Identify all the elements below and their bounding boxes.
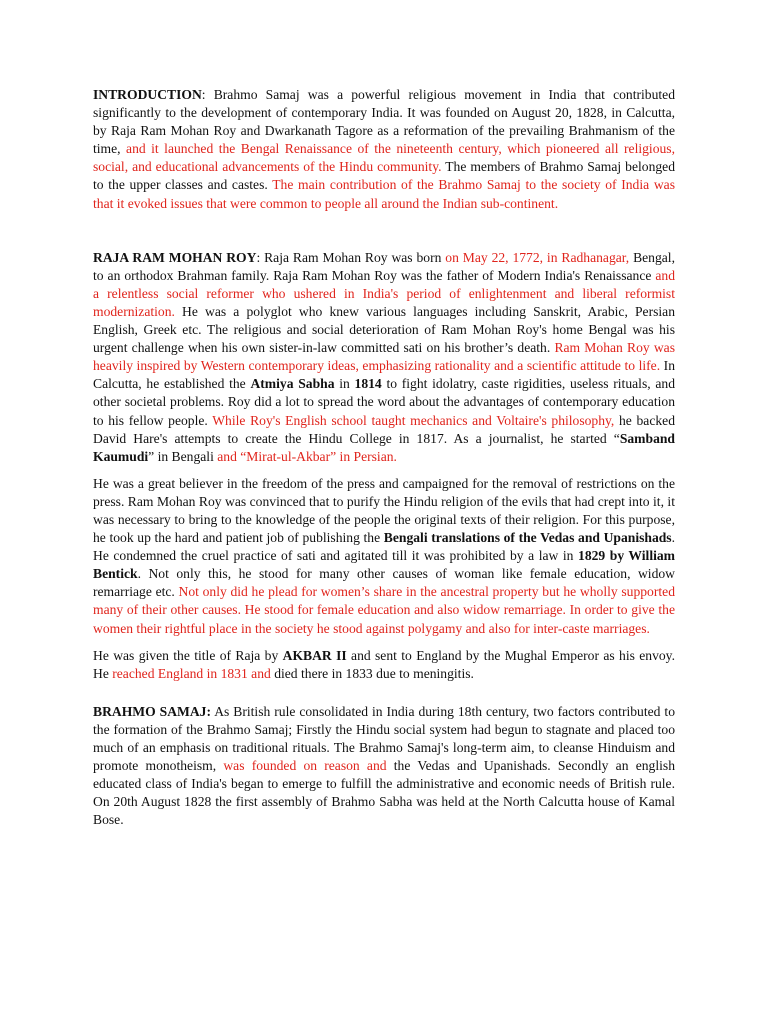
body-text: died there in 1833 due to meningitis. — [270, 665, 474, 681]
body-text: He was a polyglot who knew various languages including Sanskrit, Arabic, Persian English, Greek etc. The religious and social deterioration of Ram Mohan Roy's home Bengal was his urgent challenge when his own sister-in-law committed sati on his brother’s death. — [93, 303, 675, 356]
highlighted-text: The main contribution of the Brahmo Samaj to the society of India was that it evoked issues that were common to people all around the Indian sub-continent. — [93, 177, 675, 211]
bold-text: 1829 by William Bentick — [93, 548, 675, 582]
bold-text: RAJA RAM MOHAN ROY — [93, 249, 257, 265]
highlighted-text: reached England in 1831 and — [112, 665, 271, 681]
body-text: in — [334, 376, 355, 392]
body-text: ” in Bengali — [148, 448, 218, 464]
body-text: he backed David Hare's attempts to create the Hindu College in 1817. As a journalist, he started “ — [93, 412, 675, 446]
highlighted-text: and a relentless social reformer who ushered in India's period of enlightenment and liberal reformist modernization. — [93, 267, 675, 319]
paragraph-title-of-raja — [93, 647, 675, 683]
body-text: . He condemned the cruel practice of sati and agitated till it was prohibited by a law in — [93, 530, 675, 564]
paragraph-raja-ram-mohan-roy — [93, 249, 675, 466]
paragraph-brahmo-samaj — [93, 703, 675, 830]
body-text: In Calcutta, he established the — [93, 358, 675, 392]
highlighted-text: and “Mirat-ul-Akbar” in Persian. — [217, 448, 397, 464]
highlighted-text: Ram Mohan Roy was heavily inspired by Western contemporary ideas, emphasizing rationality and a scientific attitude to life. — [93, 340, 676, 374]
bold-text: BRAHMO SAMAJ: — [93, 703, 211, 719]
paragraph-introduction — [93, 86, 675, 213]
body-text: Bengal, to an orthodox Brahman family. Raja Ram Mohan Roy was the father of Modern India's Renaissance — [93, 249, 675, 283]
body-text: . Not only this, he stood for many other causes of woman like female education, widow remarriage etc. — [93, 566, 675, 600]
body-text: to fight idolatry, caste rigidities, useless rituals, and other societal problems. Roy did a lot to spread the word about the advantages of contemporary education to his fellow people. — [93, 376, 675, 428]
highlighted-text: was founded on reason and — [223, 758, 387, 774]
body-text: : Raja Ram Mohan Roy was born — [256, 249, 446, 265]
highlighted-text: and it launched the Bengal Renaissance of the nineteenth century, which pioneered all religious, social, and educational advancements of the Hindu community. — [93, 141, 675, 175]
body-text: He was given the title of Raja by — [93, 647, 283, 663]
highlighted-text: Not only did he plead for women’s share in the ancestral property but he wholly supported many of their other causes. He stood for female education and also widow remarriage. In order to give the women their rightful place in the society he stood against polygamy and also for inter-caste marriages. — [93, 584, 675, 636]
bold-text: Samband Kaumudi — [93, 430, 675, 464]
highlighted-text: on May 22, 1772, in Radhanagar, — [445, 249, 630, 265]
body-text: The members of Brahmo Samaj belonged to the upper classes and castes. — [93, 159, 675, 193]
bold-text: 1814 — [354, 376, 382, 392]
highlighted-text: While Roy's English school taught mechanics and Voltaire's philosophy, — [212, 412, 615, 428]
bold-text: INTRODUCTION — [93, 87, 202, 102]
bold-text: AKBAR II — [282, 647, 347, 663]
bold-text: Bengali translations of the Vedas and Upanishads — [383, 530, 672, 546]
body-text: and sent to England by the Mughal Emperor as his envoy. He — [93, 647, 675, 681]
bold-text: Atmiya Sabha — [250, 376, 335, 392]
body-text: the Vedas and Upanishads. Secondly an english educated class of India's began to emerge to fulfill the administrative and economic needs of British rule. On 20th August 1828 the first assembly of Brahmo Sabha was held at the North Calcutta house of Kamal Bose. — [93, 758, 675, 828]
body-text: As British rule consolidated in India during 18th century, two factors contributed to the formation of the Brahmo Samaj; Firstly the Hindu social system had begun to stagnate and placed too much of an emphasis on traditional rituals. The Brahmo Samaj's long-term aim, to cleanse Hinduism and promote monotheism, — [93, 703, 675, 774]
paragraph-freedom-of-press — [93, 475, 675, 638]
body-text: : Brahmo Samaj was a powerful religious movement in India that contributed significantly to the development of contemporary India. It was founded on August 20, 1828, in Calcutta, by Raja Ram Mohan Roy and Dwarkanath Tagore as a reformation of the prevailing Brahmanism of the time, — [93, 87, 675, 157]
body-text: He was a great believer in the freedom of the press and campaigned for the removal of restrictions on the press. Ram Mohan Roy was convinced that to purify the Hindu religion of the evils that had crept into it, it was necessary to bring to the knowledge of the people the original texts of their religion. For this purpose, he took up the hard and patient job of publishing the — [93, 475, 675, 546]
